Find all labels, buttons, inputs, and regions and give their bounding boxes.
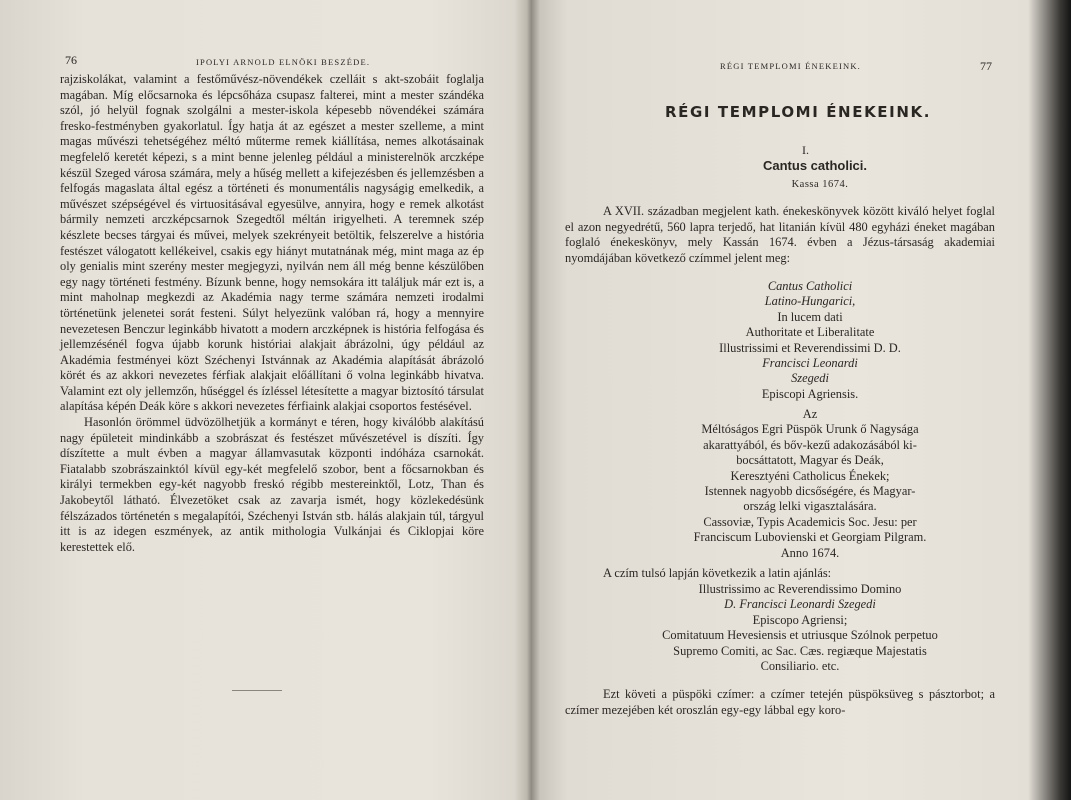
quote-line: Franciscum Lubovienski et Georgiam Pilgram. (693, 530, 927, 545)
intro-text (565, 204, 995, 266)
paragraph: Ezt követi a püspöki czímer: a czímer tetején püspöksüveg s pásztorbot; a czímer mezejében két oroszlán egy-egy lábbal egy koro- (565, 687, 995, 717)
quote-line: Episcopo Agriensi; (752, 612, 848, 627)
quote-line: Latino-Hungarici, (764, 294, 856, 309)
page-number: 76 (65, 53, 77, 67)
quote-line: Episcopi Agriensis. (761, 386, 859, 401)
paragraph: A czím tulsó lapján következik a latin ajánlás: (603, 566, 832, 580)
chapter-title: RÉGI TEMPLOMI ÉNEKEINK. (665, 103, 931, 121)
paragraph: A XVII. században megjelent kath. énekeskönyvek között kiváló helyet foglal el azon negyedrétű, 560 lapra terjedő, hat litanián kívül 480 egyházi éneket magában foglaló énekeskönyv, mely Kassán 1674. évben a Jézus-társaság akademiai nyomdájában következő czímmel jelent meg: (565, 204, 995, 265)
running-head: IPOLYI ARNOLD ELNÖKI BESZÉDE. (196, 57, 371, 67)
quote-line: Cassoviæ, Typis Academicis Soc. Jesu: per (703, 514, 917, 529)
quote-line: Consiliario. etc. (760, 659, 840, 674)
quote-line: Istennek nagyobb dicsőségére, és Magyar- (704, 484, 916, 499)
quote-line: Authoritate et Liberalitate (745, 325, 875, 340)
paragraph: rajziskolákat, valamint a festőművész-növendékek czelláit s akt-szobáit foglalja magában. Míg előcsarnoka és lépcsőháza csupasz falterei, mint a mester szándéka szól, jó helyül fognak szolgálni a mester-iskola képesebb növendékei számára fresko-festményben gyakorlatul. Így hatja át az egészet a mester szelleme, a mint magas művészi tehetségéhez méltó műterme remek kiállítása, nemes alkotásainak megfelelő keretét képezi, s a mint benne jelenleg például a ministerelnök arczképe készül Szeged városa számára, mely a hűség mellett a kifejezésben és jellemzésben a felfogás magaslata által egész a történeti és monumentális nagyságig emelkedik, a művészet szépségével és virtuositásával egyesülve, annyira, hogy e remek alkotást bármily nemzeti arczképcsarnok Szegedtől méltán irigyelheti. A teremnek szép készlete becses tárgyai és művei, melyek szekrényeit betöltik, felszerelve a história festészet válogatott kellékeivel, csakis egy hiányt mutatnának még, mint maga az ép oly genialis mint szerény mester megjegyzi, nyilván nem áll még benne készülőben egy nagy történeti festmény. Bízunk benne, hogy nemsokára itt találjuk már ezt is, a mint maholnap megkezdi az Akadémia nagy terme számára nemzeti irodalmi történetünk jelenetei sorát festeni. Súlyt helyezünk valóban rá, hogy a mennyire nevezetesen Benczur leginkább hivatott a modern arczképnek is história felfogása és jellemzésénél fogva újabb korunk históriai alakjait ábrázolni, úgy például az Akadémia festményei közt Széchenyi Istvánnak az Akadémia alapítását ábrázoló körét és az akkori nevezetes férfiak alakjait előállítani ő volna leginkább hivatva. Valamint ezt oly jellemzőn, hűséggel és ízléssel létesítette a magyar biztosító társulat alapítása képén Deák köre s akkori nevezetes férfiaink alakjai csoportos festésével. (60, 72, 484, 414)
quote-line: Francisci Leonardi (762, 356, 858, 371)
closing-text (565, 687, 995, 718)
quote-line: bocsáttatott, Magyar és Deák, (736, 453, 884, 468)
quote-line: Illustrissimi et Reverendissimi D. D. (719, 340, 901, 355)
end-rule (232, 690, 282, 691)
left-body-text (60, 72, 484, 555)
quote-line: Anno 1674. (780, 545, 840, 560)
quote-line: Comitatuum Hevesiensis et utriusque Szólnok perpetuo (662, 628, 938, 643)
quote-line: Keresztyéni Catholicus Énekek; (730, 468, 890, 483)
quote-line: In lucem dati (777, 309, 843, 324)
quote-line: Cantus Catholici (767, 279, 853, 293)
title-page-quote-2 (610, 407, 1010, 561)
quote-line: D. Francisci Leonardi Szegedi (724, 597, 876, 612)
quote-line: ország lelki vigasztalására. (743, 499, 877, 514)
title-page-quote (610, 279, 1010, 402)
dedication-quote (600, 582, 1000, 674)
right-page (530, 0, 1071, 800)
left-page (0, 0, 525, 800)
page-number: 77 (980, 59, 992, 73)
quote-line: Méltóságos Egri Püspök Urunk ő Nagysága (701, 422, 919, 437)
quote-line: Supremo Comiti, ac Sac. Cæs. regiæque Majestatis (673, 643, 927, 658)
paragraph: Hasonlón örömmel üdvözölhetjük a kormányt e téren, hogy kiválóbb alakítású nagy épületeit mindinkább a szobrászat és festészet művészetével is díszíti. Így díszítette a mult évben a magyar államvasutak központi indóháza csarnokát. Fiatalabb szobrászainktól kívül egy-két megfelelő szobor, bent a főcsarnokban és királyi termekben egy-két nagyobb freskó régibb mestereinktől, Lotz, Than és Jakobeytől látható. Élvezetöket csak az zavarja ismét, hogy közlekedésünk félszázados történetén s megalapítói, Széchenyi István stb. hálás alakjain túl, tárgyul itt is az idegen eszmények, az antik mithologia Vulkánjai és Ciklopjai köre kerestettek elő. (60, 415, 484, 554)
quote-line: Szegedi (791, 371, 829, 386)
quote-line: akarattyából, és bőv-kezű adakozásából ki- (703, 437, 917, 452)
running-head: RÉGI TEMPLOMI ÉNEKEINK. (720, 61, 862, 71)
section-subtitle: Cantus catholici. (762, 158, 868, 173)
quote-line: Az (802, 407, 818, 421)
place-date: Kassa 1674. (791, 179, 849, 190)
verso-intro (565, 566, 995, 582)
quote-line: Illustrissimo ac Reverendissimo Domino (698, 582, 902, 596)
section-number: I. (802, 143, 809, 157)
